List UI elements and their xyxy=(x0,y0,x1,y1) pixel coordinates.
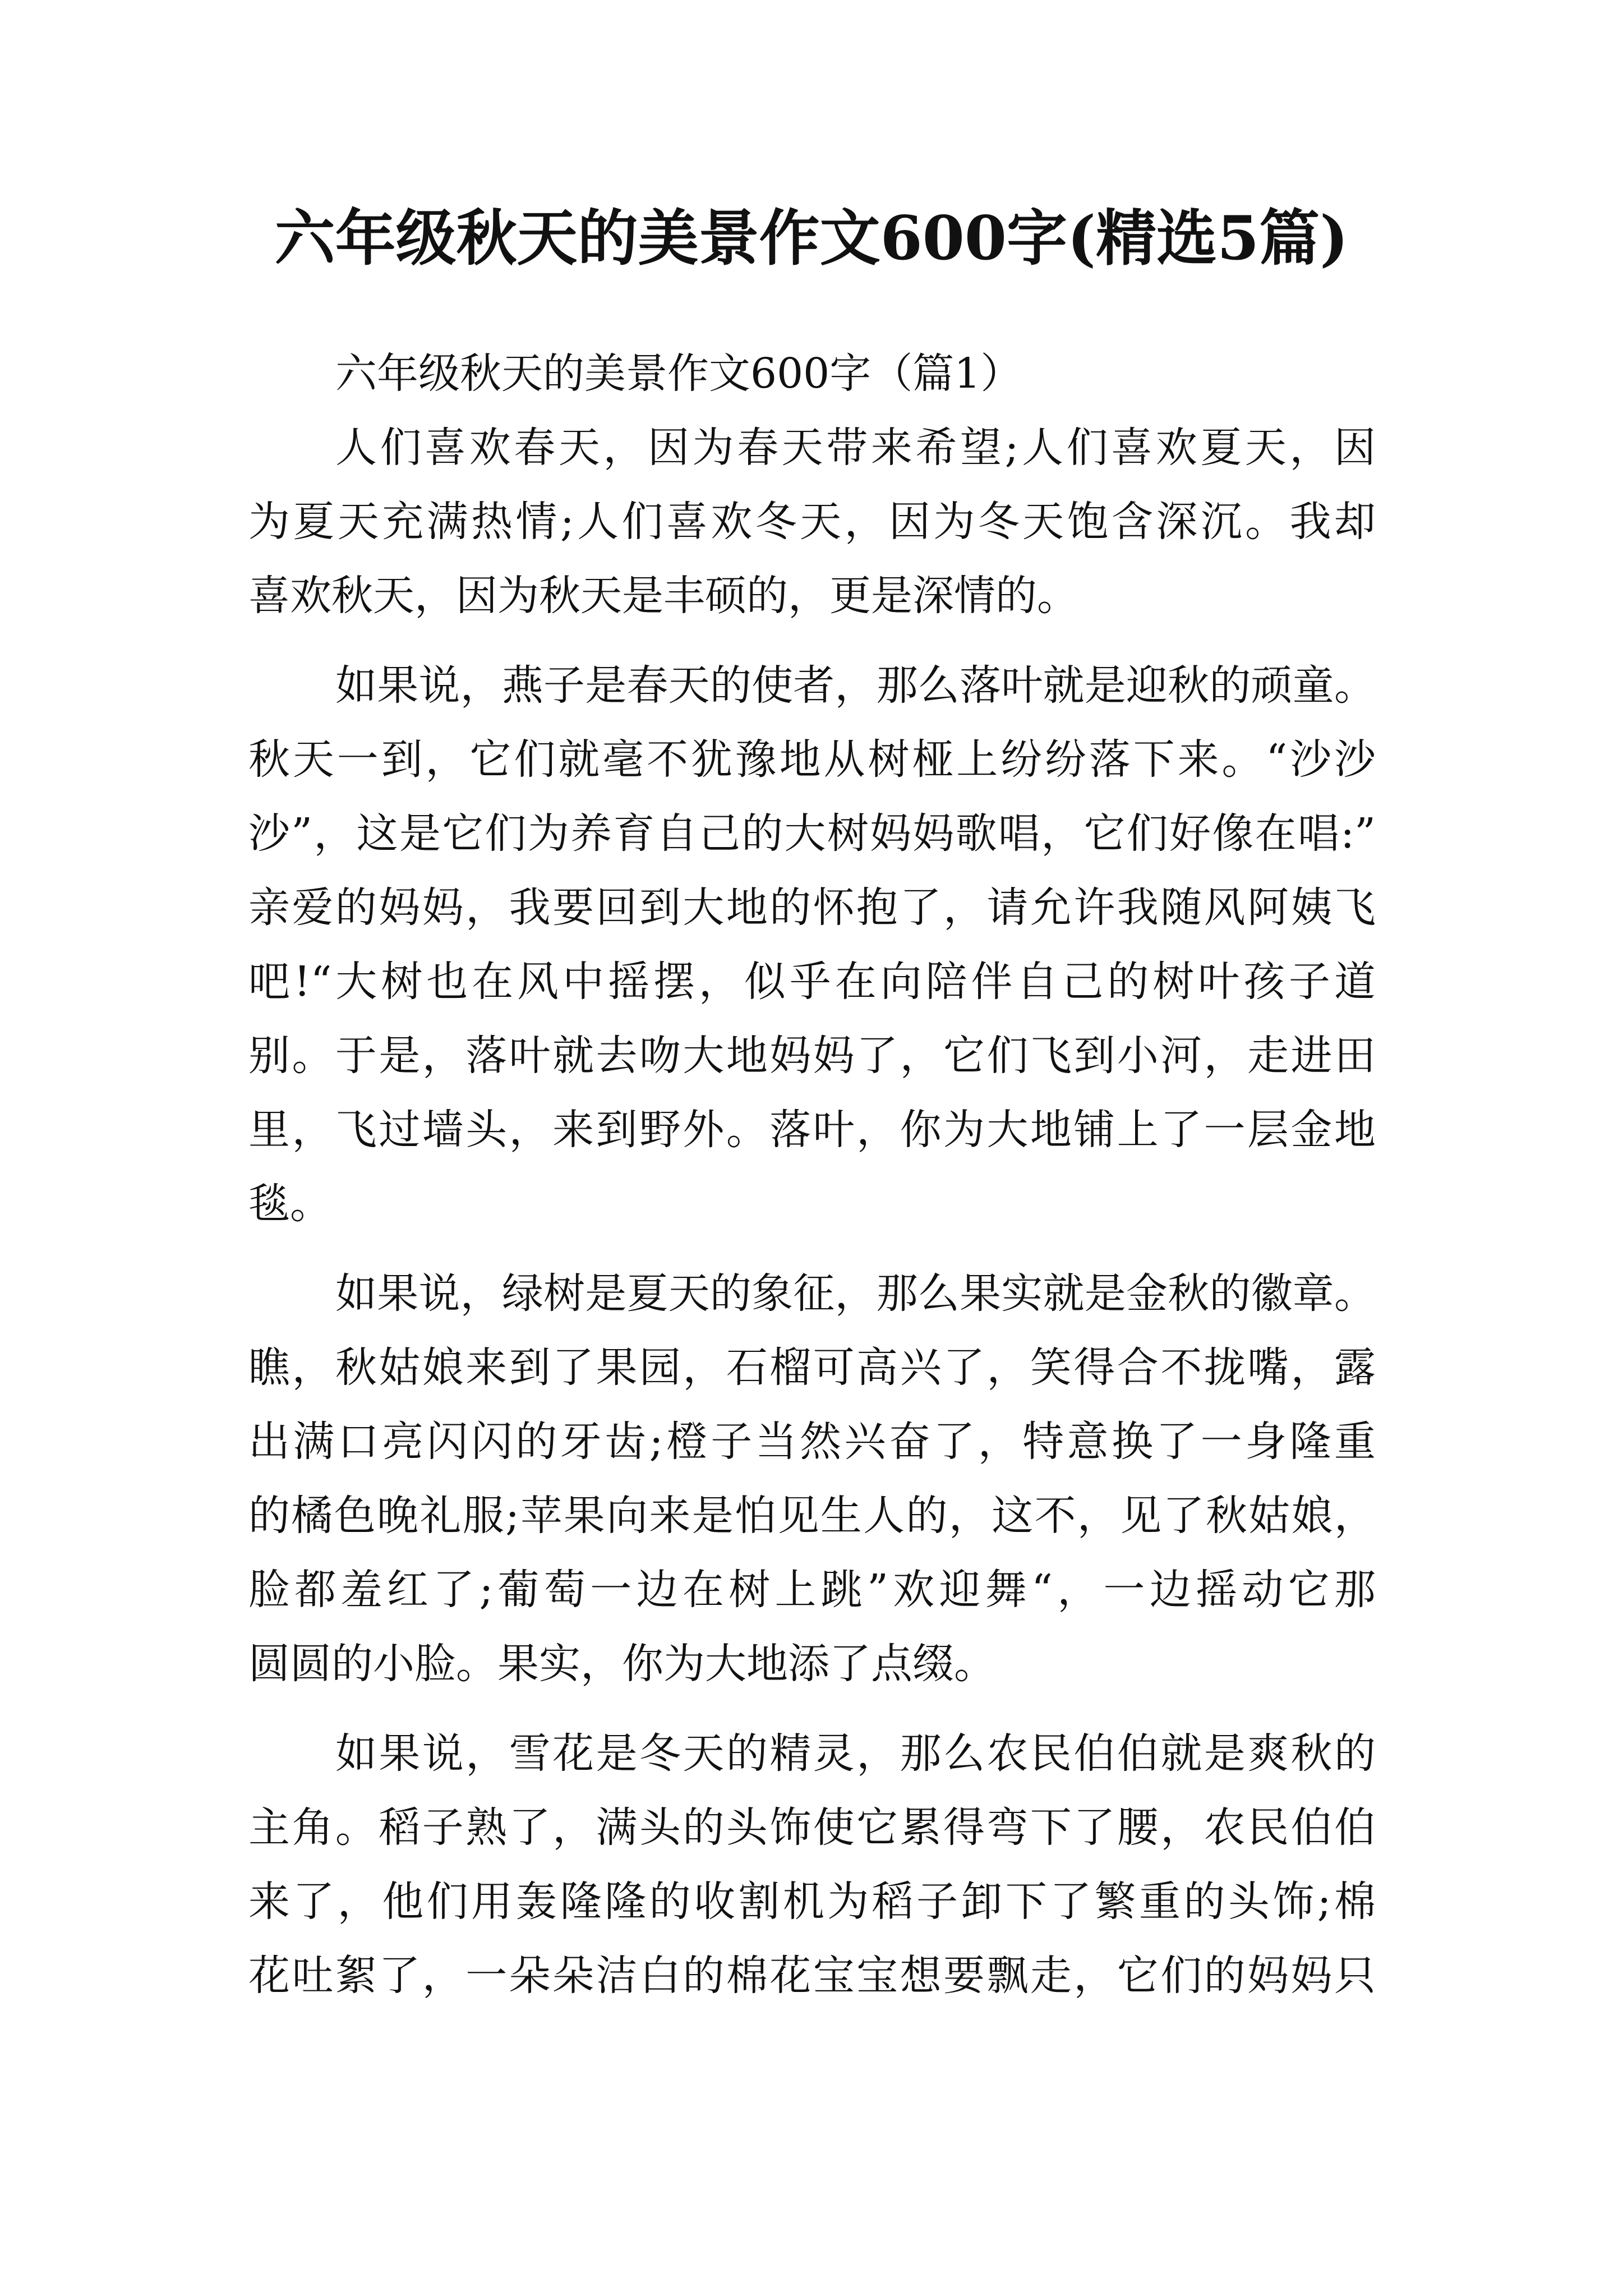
text-line: 沙”，这是它们为养育自己的大树妈妈歌唱，它们好像在唱:” xyxy=(248,809,1376,858)
text-line: 亲爱的妈妈，我要回到大地的怀抱了，请允许我随风阿姨飞 xyxy=(248,884,1376,932)
text-line: 的橘色晚礼服;苹果向来是怕见生人的，这不，见了秋姑娘， xyxy=(248,1492,1376,1540)
paragraph-gap xyxy=(248,633,1376,648)
text-line: 脸都羞红了;葡萄一边在树上跳”欢迎舞“，一边摇动它那 xyxy=(248,1566,1376,1614)
text-line: 秋天一到，它们就毫不犹豫地从树桠上纷纷落下来。“沙沙 xyxy=(248,735,1376,784)
text-line: 花吐絮了，一朵朵洁白的棉花宝宝想要飘走，它们的妈妈只 xyxy=(248,1952,1376,2000)
text-line: 圆圆的小脸。果实，你为大地添了点缀。 xyxy=(248,1640,995,1688)
document-body xyxy=(248,337,1376,2013)
text-line: 里，飞过墙头，来到野外。落叶，你为大地铺上了一层金地 xyxy=(248,1106,1376,1154)
text-line: 出满口亮闪闪的牙齿;橙子当然兴奋了，特意换了一身隆重 xyxy=(248,1418,1376,1466)
text-line: 如果说，雪花是冬天的精灵，那么农民伯伯就是爽秋的 xyxy=(335,1729,1376,1778)
paragraph-gap xyxy=(248,1701,1376,1717)
text-line: 瞧，秋姑娘来到了果园，石榴可高兴了，笑得合不拢嘴，露 xyxy=(248,1343,1376,1392)
text-line: 吧!“大树也在风中摇摆，似乎在向陪伴自己的树叶孩子道 xyxy=(248,958,1376,1006)
text-line: 别。于是，落叶就去吻大地妈妈了，它们飞到小河，走进田 xyxy=(248,1032,1376,1080)
document-title: 六年级秋天的美景作文600字(精选5篇) xyxy=(274,203,1349,274)
text-line: 来了，他们用轰隆隆的收割机为稻子卸下了繁重的头饰;棉 xyxy=(248,1878,1376,1926)
text-line: 六年级秋天的美景作文600字（篇1） xyxy=(335,349,1022,398)
text-line: 主角。稻子熟了，满头的头饰使它累得弯下了腰，农民伯伯 xyxy=(248,1803,1376,1852)
paragraph-gap xyxy=(248,1241,1376,1257)
text-line: 如果说，燕子是春天的使者，那么落叶就是迎秋的顽童。 xyxy=(335,661,1376,710)
text-line: 为夏天充满热情;人们喜欢冬天，因为冬天饱含深沉。我却 xyxy=(248,498,1376,546)
text-line: 毯。 xyxy=(248,1180,331,1228)
text-line: 如果说，绿树是夏天的象征，那么果实就是金秋的徽章。 xyxy=(335,1269,1376,1318)
text-line: 人们喜欢春天，因为春天带来希望;人们喜欢夏天，因 xyxy=(335,424,1376,472)
text-line: 喜欢秋天，因为秋天是丰硕的，更是深情的。 xyxy=(248,572,1078,620)
